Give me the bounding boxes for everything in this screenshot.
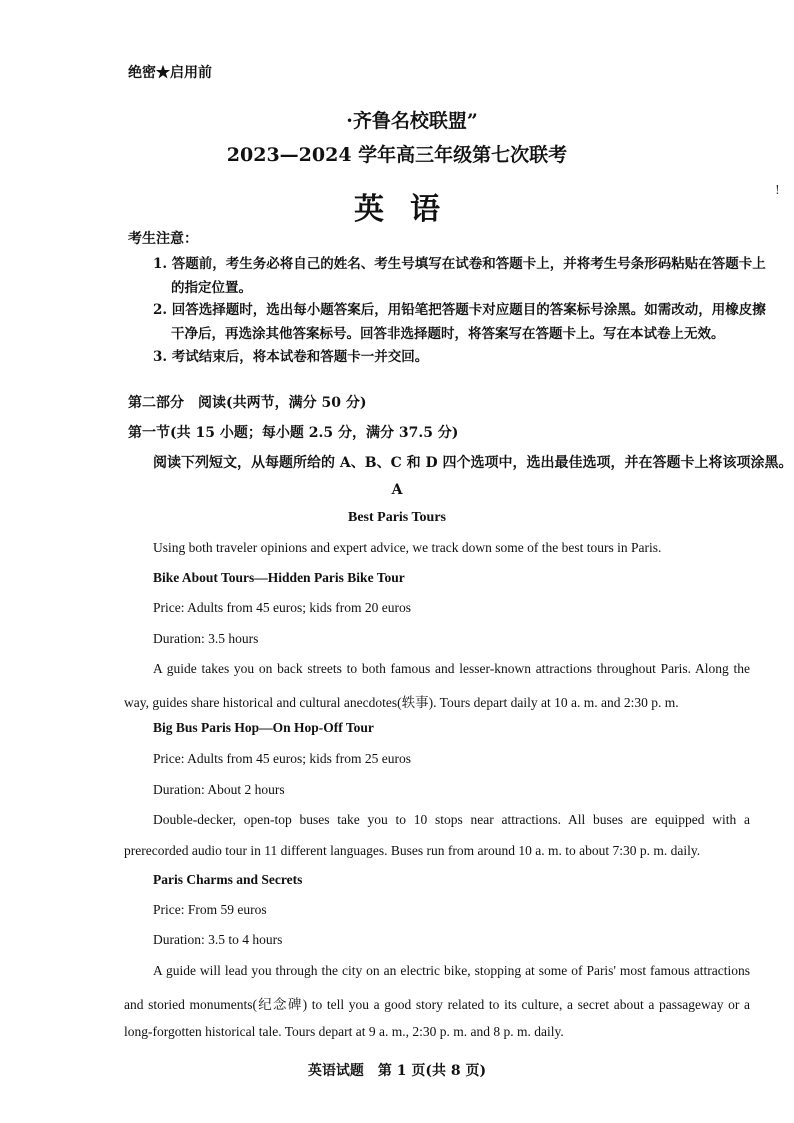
tour-duration: Duration: About 2 hours	[153, 782, 285, 797]
tour-description: way, guides share historical and cultural anecdotes(轶事). Tours depart daily at 10 a. m. and 2:30 p. m.	[124, 695, 679, 710]
exam-title: 2023—2024 学年高三年级第七次联考	[226, 144, 568, 166]
tour-description: and storied monuments(纪念碑) to tell you a good story related to its culture, a secret about a passageway or a	[124, 997, 750, 1012]
margin-mark: !	[775, 183, 780, 197]
subject-title: 英语	[354, 192, 466, 227]
notice-title: 考生注意：	[128, 231, 198, 247]
tour-duration: Duration: 3.5 hours	[153, 631, 259, 646]
alliance-name: ·齐鲁名校联盟”	[346, 110, 478, 132]
section-title: 第一节(共 15 小题；每小题 2.5 分，满分 37.5 分)	[128, 425, 459, 441]
part-title: 第二部分 阅读(共两节，满分 50 分)	[128, 395, 367, 411]
tour-price: Price: From 59 euros	[153, 902, 267, 917]
tour-description: prerecorded audio tour in 11 different languages. Buses run from around 10 a. m. to about 7:30 p. m. daily.	[124, 843, 701, 858]
tour-price: Price: Adults from 45 euros; kids from 20 euros	[153, 600, 411, 615]
tour-name: Paris Charms and Secrets	[153, 872, 303, 887]
notice-item: 2. 回答选择题时，选出每小题答案后，用铅笔把答题卡对应题目的答案标号涂黑。如需改动，用橡皮擦	[153, 302, 766, 318]
passage-title: Best Paris Tours	[347, 510, 446, 525]
reading-instruction: 阅读下列短文，从每题所给的 A、B、C 和 D 四个选项中，选出最佳选项，并在答题卡上将该项涂黑。	[153, 455, 793, 471]
notice-item: 的指定位置。	[171, 280, 252, 296]
tour-description: Double-decker, open-top buses take you to 10 stops near attractions. All buses are equipped with a	[153, 812, 750, 827]
tour-description: long-forgotten historical tale. Tours depart at 9 a. m., 2:30 p. m. and 8 p. m. daily.	[124, 1024, 564, 1039]
tour-description: A guide takes you on back streets to both famous and lesser-known attractions throughout Paris. Along the	[153, 661, 750, 676]
page-footer: 英语试题 第 1 页(共 8 页)	[307, 1063, 487, 1079]
passage-letter: A	[391, 482, 403, 498]
notice-item: 1. 答题前，考生务必将自己的姓名、考生号填写在试卷和答题卡上，并将考生号条形码粘贴在答题卡上	[153, 256, 766, 272]
notice-item: 3. 考试结束后，将本试卷和答题卡一并交回。	[153, 349, 429, 365]
passage-intro: Using both traveler opinions and expert advice, we track down some of the best tours in Paris.	[153, 540, 662, 555]
confidential-label: 绝密★启用前	[128, 65, 212, 81]
tour-duration: Duration: 3.5 to 4 hours	[153, 932, 283, 947]
tour-name: Big Bus Paris Hop—On Hop-Off Tour	[153, 720, 374, 735]
tour-name: Bike About Tours—Hidden Paris Bike Tour	[153, 570, 405, 585]
notice-item: 干净后，再选涂其他答案标号。回答非选择题时，将答案写在答题卡上。写在本试卷上无效。	[171, 326, 725, 342]
tour-price: Price: Adults from 45 euros; kids from 25 euros	[153, 751, 411, 766]
tour-description: A guide will lead you through the city on an electric bike, stopping at some of Paris' most famous attractions	[153, 963, 750, 978]
